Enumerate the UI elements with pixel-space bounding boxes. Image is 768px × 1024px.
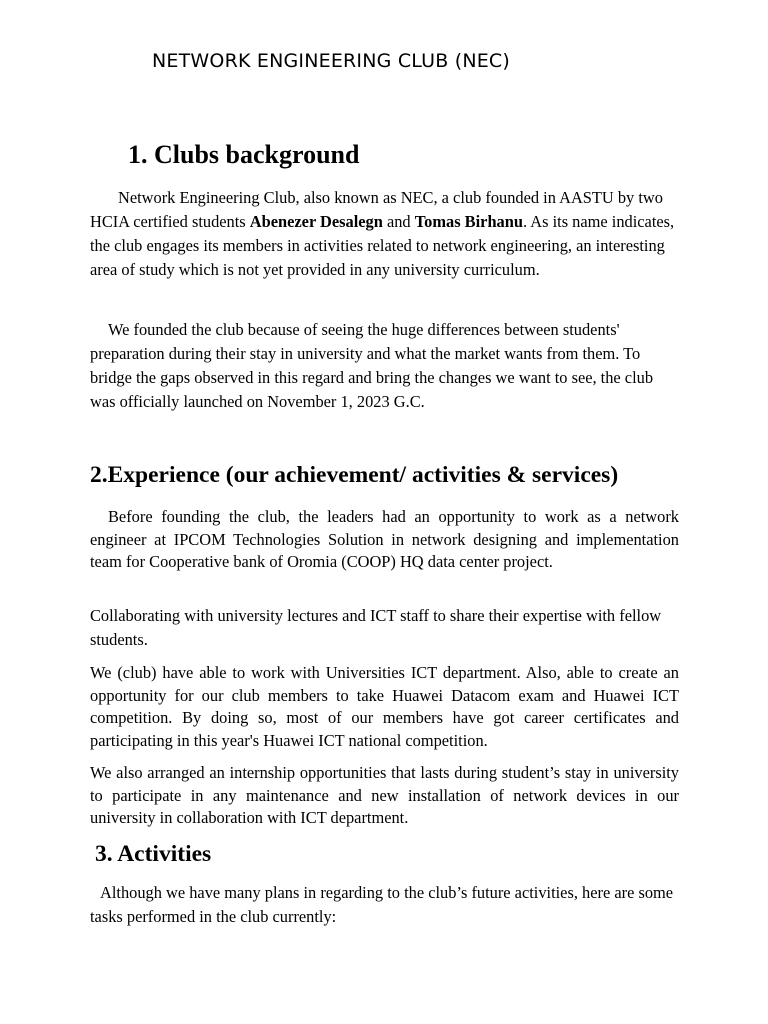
paragraph-text: Network Engineering Club, also known as NEC, a club founded in AASTU by two HCIA certified students bbox=[90, 188, 663, 231]
paragraph-experience-ipcom: Before founding the club, the leaders had an opportunity to work as a network engineer at IPCOM Technologies Solution in network designing and implementation team for Cooperative bank of Oromia (COOP) HQ data center project. bbox=[90, 507, 679, 571]
section-heading-experience: 2.Experience (our achievement/ activities & services) bbox=[90, 462, 619, 488]
paragraph-experience-internship: We also arranged an internship opportunities that lasts during student’s stay in university to participate in any maintenance and new installation of network devices in our university in collaboration with ICT department. bbox=[90, 763, 679, 827]
paragraph-club-intro bbox=[90, 186, 679, 282]
section-heading-clubs-background: 1. Clubs background bbox=[128, 140, 360, 169]
founder-name: Tomas Birhanu bbox=[414, 212, 523, 231]
founder-name: Abenezer Desalegn bbox=[249, 212, 383, 231]
paragraph-experience-huawei: We (club) have able to work with Universities ICT department. Also, able to create an opportunity for our club members to take Huawei Datacom exam and Huawei ICT competition. By doing so, most of our members have got career certificates and participating in this year's Huawei ICT national competition. bbox=[90, 663, 679, 750]
paragraph-text: and bbox=[382, 212, 415, 231]
paragraph-text: . As its name indicates, the club engages its members in activities related to network engineering, an interesting area of study which is not yet provided in any university curriculum. bbox=[90, 212, 675, 279]
paragraph-activities-intro: Although we have many plans in regarding to the club’s future activities, here are some tasks performed in the club currently: bbox=[90, 883, 674, 926]
document-title: NETWORK ENGINEERING CLUB (NEC) bbox=[152, 50, 511, 72]
paragraph-experience-collaboration: Collaborating with university lectures and ICT staff to share their expertise with fellow students. bbox=[90, 606, 662, 649]
paragraph-club-founding: We founded the club because of seeing the huge differences between students' preparation during their stay in university and what the market wants from them. To bridge the gaps observed in this regard and bring the changes we want to see, the club was officially launched on November 1, 2023 G.C. bbox=[90, 320, 654, 411]
section-heading-activities: 3. Activities bbox=[95, 841, 212, 867]
